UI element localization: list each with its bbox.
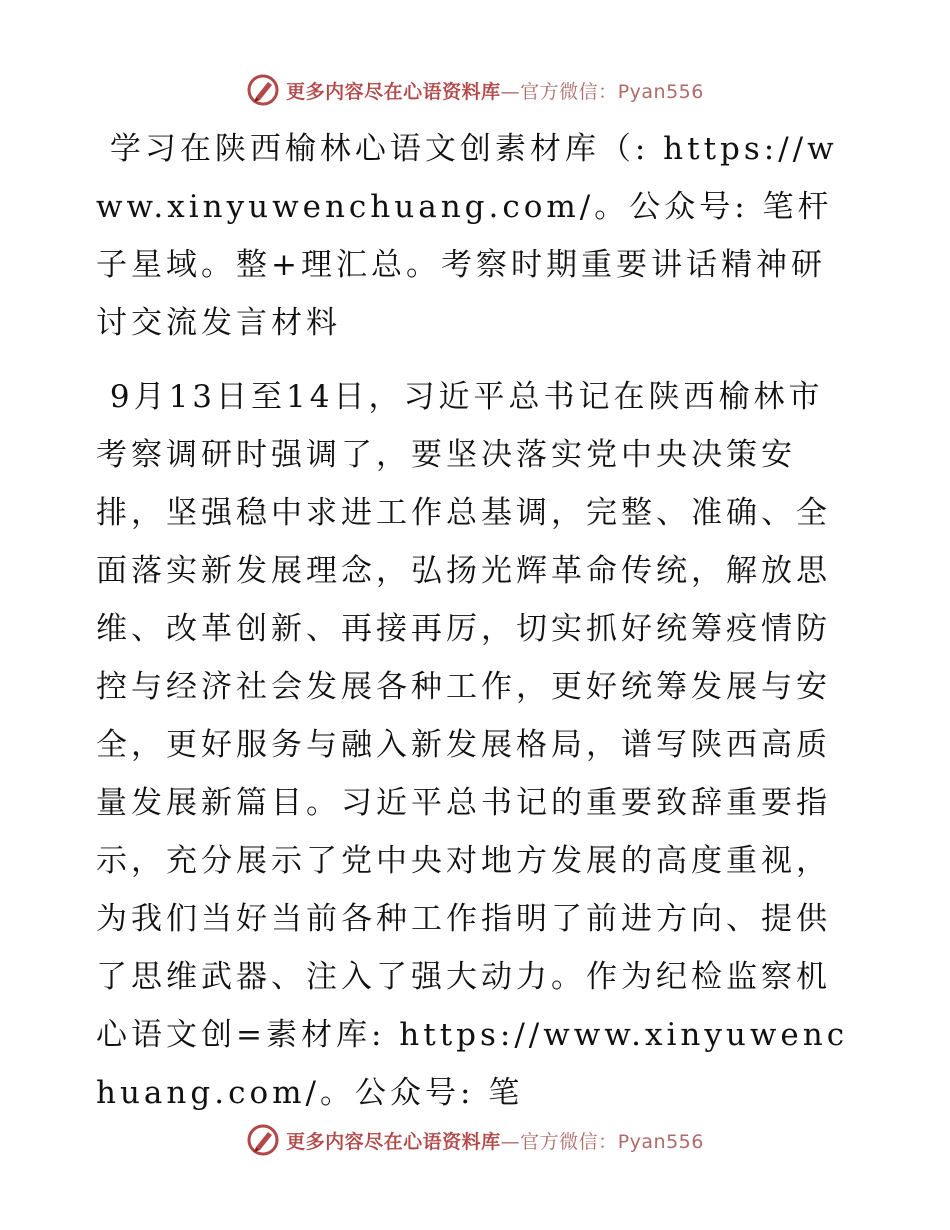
document-body (96, 120, 856, 1122)
pen-logo-icon (246, 1123, 280, 1157)
header-banner (0, 70, 950, 110)
pen-logo-icon (246, 73, 280, 107)
paragraph-title: 学习在陕西榆林心语文创素材库（: https://www.xinyuwenchuang.com/。公众号: 笔杆子星域。整+理汇总。考察时期重要讲话精神研讨交流发言材料 (96, 131, 838, 341)
paragraph-body: 9月13日至14日，习近平总书记在陕西榆林市考察调研时强调了，要坚决落实党中央决策安排，坚强稳中求进工作总基调，完整、准确、全面落实新发展理念，弘扬光辉革命传统，解放思维、改革创新、再接再厉，切实抓好统筹疫情防控与经济社会发展各种工作，更好统筹发展与安全，更好服务与融入新发展格局，谱写陕西高质量发展新篇目。习近平总书记的重要致辞重要指示，充分展示了党中央对地方发展的高度重视，为我们当好当前各种工作指明了前进方向、提供了思维武器、注入了强大动力。作为纪检监察机心语文创=素材库: https://www.xinyuwenchuang.com/。公众号: 笔 (96, 379, 849, 1111)
banner-text: 更多内容尽在心语资料库—官方微信：Pyan556 (286, 80, 704, 103)
banner-text: 更多内容尽在心语资料库—官方微信：Pyan556 (286, 1130, 704, 1153)
footer-banner (0, 1120, 950, 1160)
